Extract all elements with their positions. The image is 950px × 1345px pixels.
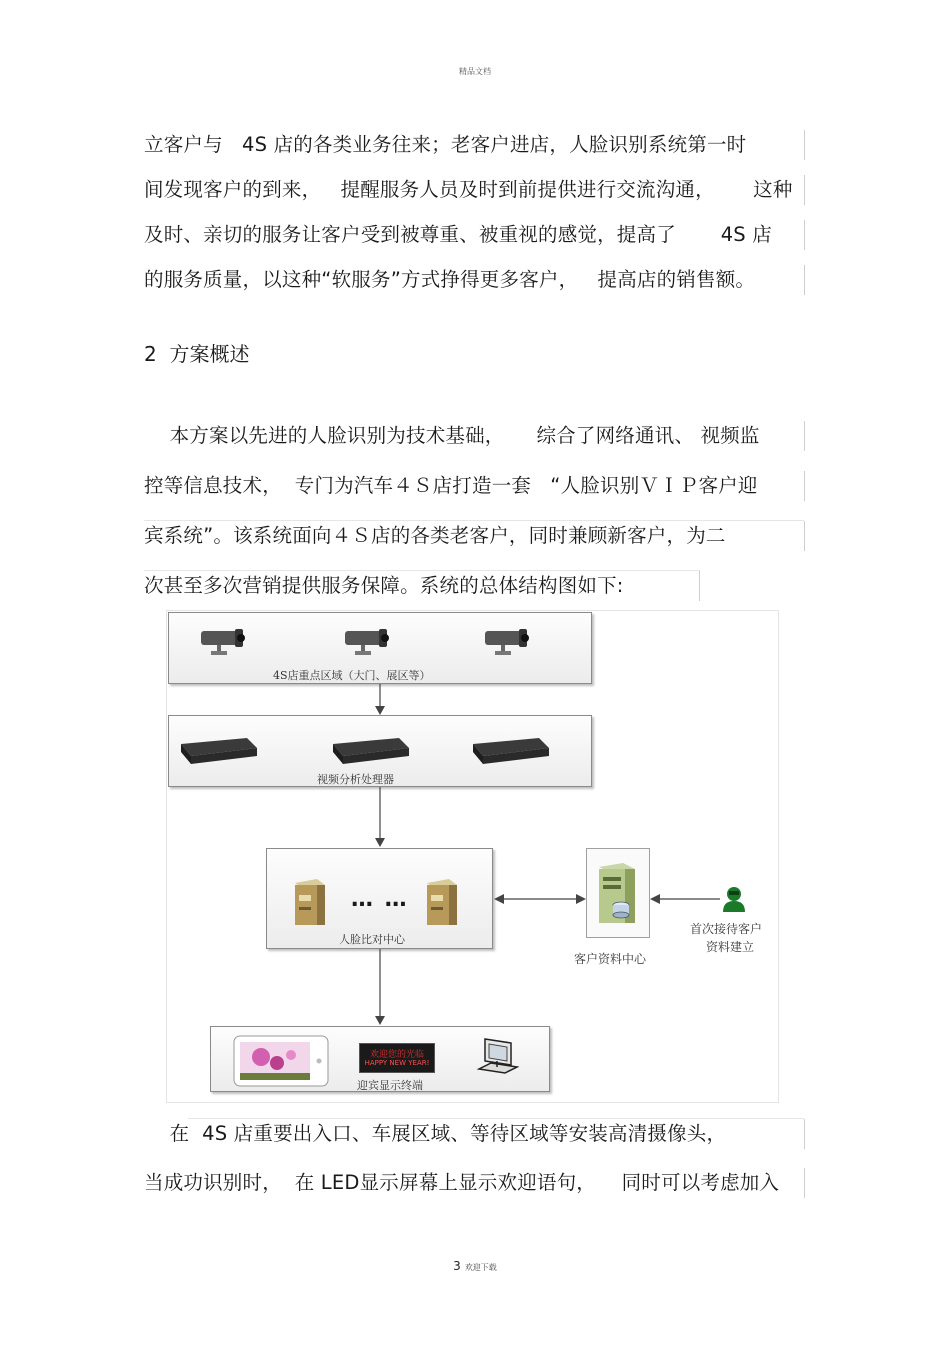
face-center-box <box>266 848 493 949</box>
paragraph1-line-4: 的服务质量，以这种“软服务”方式挣得更多客户， 提高店的销售额。 <box>144 268 756 291</box>
paragraph2-line-2: 控等信息技术， 专门为汽车４Ｓ店打造一套 “人脸识别ＶＩＰ客户迎 <box>144 474 758 497</box>
person-icon <box>721 885 747 913</box>
margin-mark <box>804 1119 805 1149</box>
margin-mark <box>804 471 805 501</box>
arrow-down <box>372 949 388 1027</box>
page-header: 精品文档 <box>459 67 491 76</box>
paragraph3-line-2: 当成功识别时， 在 LED显示屏幕上显示欢迎语句， 同时可以考虑加入 <box>144 1171 780 1194</box>
rule <box>188 1118 804 1119</box>
cameras-box <box>168 612 592 684</box>
paragraph1-line-1: 立客户与 4S 店的各类业务往来；老客户进店，人脸识别系统第一时 <box>144 133 747 156</box>
camera-icon <box>481 625 541 659</box>
processor-device-icon <box>469 734 551 768</box>
paragraph2-line-4: 次甚至多次营销提供服务保障。系统的总体结构图如下: <box>144 574 624 597</box>
margin-mark <box>804 1168 805 1198</box>
paragraph3-line-1: 在 4S 店重要出入口、车展区域、等待区域等安装高清摄像头， <box>144 1122 727 1145</box>
camera-icon <box>341 625 401 659</box>
processor-device-icon <box>177 734 259 768</box>
paragraph1-line-3: 及时、亲切的服务让客户受到被尊重、被重视的感觉，提高了 4S 店 <box>144 223 772 246</box>
display-box <box>210 1026 550 1092</box>
margin-mark <box>804 521 805 551</box>
server-icon <box>289 877 329 929</box>
rule <box>144 520 804 521</box>
page-number: 3 <box>453 1259 461 1273</box>
processor-device-icon <box>329 734 411 768</box>
paragraph2-line-1: 本方案以先进的人脸识别为技术基础， 综合了网络通讯、 视频监 <box>144 424 760 447</box>
arrow-down <box>372 787 388 849</box>
system-architecture-diagram <box>166 610 780 1104</box>
cameras-label: 4S店重点区域（大门、展区等） <box>273 669 431 682</box>
customer-db-label: 客户资料中心 <box>574 952 647 966</box>
section-heading: 2 方案概述 <box>144 342 250 366</box>
footer-note: 欢迎下载 <box>464 1263 497 1272</box>
bidirectional-arrow <box>494 892 586 906</box>
tablet-icon <box>233 1035 329 1087</box>
led-screen <box>359 1043 435 1073</box>
paragraph2-line-3: 宾系统”。该系统面向４Ｓ店的各类老客户，同时兼顾新客户，为二 <box>144 524 726 547</box>
face-center-label: 人脸比对中心 <box>339 933 405 946</box>
arrow-down <box>372 684 388 716</box>
first-visit-label-2: 资料建立 <box>706 940 755 954</box>
display-label: 迎宾显示终端 <box>357 1079 423 1092</box>
led-text-2: HAPPY NEW YEAR! <box>364 1059 430 1067</box>
rule <box>144 570 700 571</box>
margin-mark <box>804 130 805 160</box>
first-visit-label-1: 首次接待客户 <box>690 922 763 936</box>
computer-icon <box>475 1037 519 1081</box>
led-text-1: 欢迎您的光临 <box>369 1050 424 1060</box>
ellipsis-label: … … <box>351 887 409 912</box>
database-server-icon <box>595 861 641 927</box>
margin-mark <box>804 265 805 295</box>
margin-mark <box>804 175 805 205</box>
server-icon <box>421 877 461 929</box>
page-footer <box>0 1259 950 1273</box>
margin-mark <box>804 220 805 250</box>
margin-mark <box>699 571 700 601</box>
processor-label: 视频分析处理器 <box>317 773 394 786</box>
arrow-left <box>650 892 722 906</box>
camera-icon <box>197 625 257 659</box>
customer-db-box <box>586 848 650 938</box>
margin-mark <box>804 421 805 451</box>
paragraph1-line-2: 间发现客户的到来， 提醒服务人员及时到前提供进行交流沟通， 这种 <box>144 178 793 201</box>
processor-box <box>168 715 592 787</box>
